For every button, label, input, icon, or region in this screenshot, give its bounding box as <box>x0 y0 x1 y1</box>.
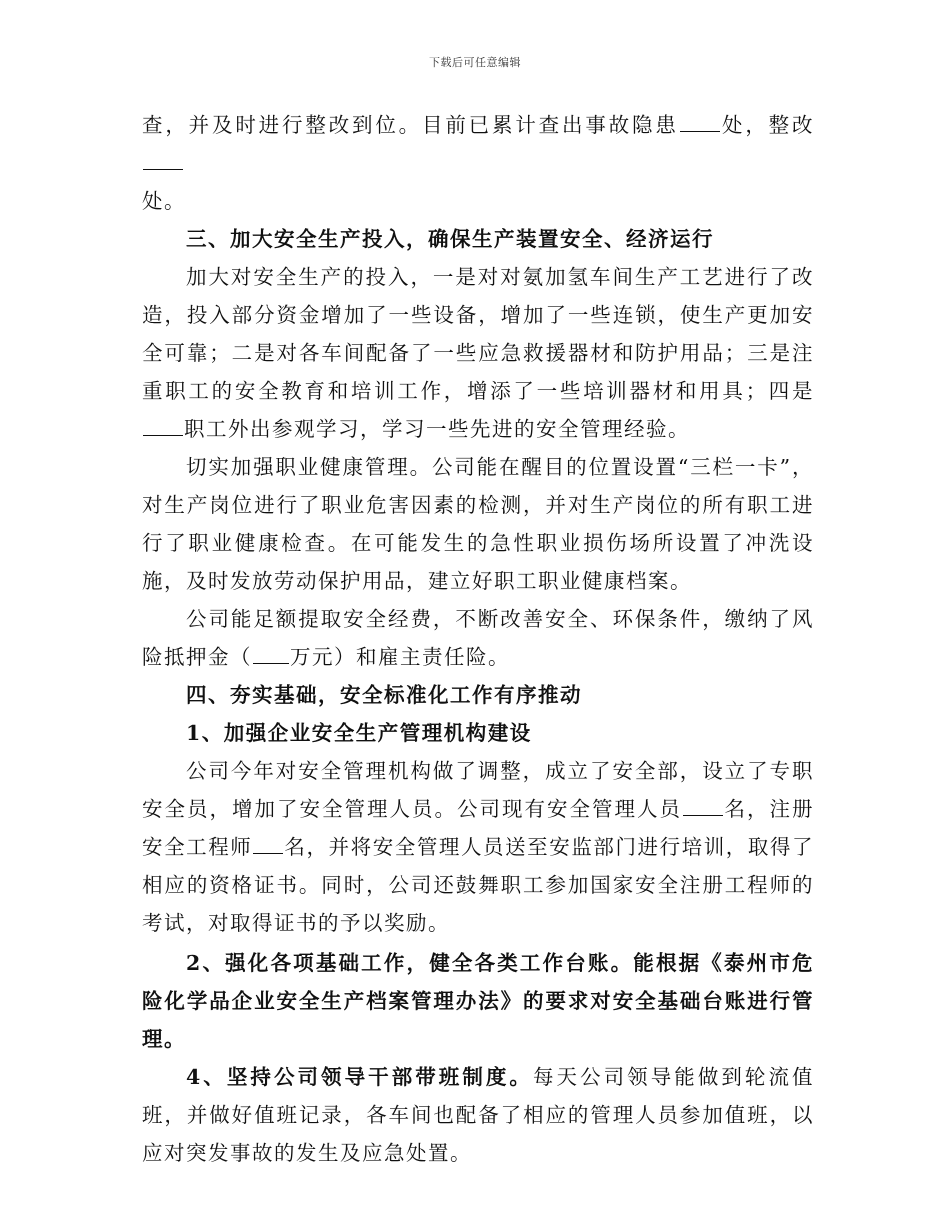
fill-blank-deposit-amount <box>253 643 289 664</box>
paragraph-text: 加大对安全生产的投入，一是对对氨加氢车间生产工艺进行了改造，投入部分资金增加了一些设备，增加了一些连锁，使生产更加安全可靠；二是对各车间配备了一些应急救援器材和防护用品；三是注重职工的安全教育和培训工作，增添了一些培训器材和用具；四是 <box>142 265 814 403</box>
paragraph-hazard-rectification <box>142 106 814 220</box>
section-heading-3: 三、加大安全生产投入，确保生产装置安全、经济运行 <box>186 227 714 251</box>
paragraph-text: 查，并及时进行整改到位。目前已累计查出事故隐患 <box>142 113 679 137</box>
paragraph-occupational-health: 切实加强职业健康管理。公司能在醒目的位置设置“三栏一卡”，对生产岗位进行了职业危害因素的检测，并对生产岗位的所有职工进行了职业健康检查。在可能发生的急性职业损伤场所设置了冲洗设施，及时发放劳动保护用品，建立好职工职业健康档案。 <box>142 455 814 593</box>
paragraph-text: 处，整改 <box>720 113 815 137</box>
paragraph-safety-investment <box>142 258 814 448</box>
paragraph-text: 公司今年对安全管理机构做了调整，成立了安全部，设立了专职安全员，增加了安全管理人员。公司现有安全管理人员 <box>142 759 814 821</box>
section-heading-4: 四、夯实基础，安全标准化工作有序推动 <box>186 683 582 707</box>
fill-blank-safety-staff-count <box>683 795 723 816</box>
paragraph-text: 公司能足额提取安全经费，不断改善安全、环保条件，缴纳了风险抵押金（ <box>142 607 814 669</box>
paragraph-text: 名，注册安全工程师 <box>142 797 814 859</box>
paragraph-text: 万元）和雇主责任险。 <box>290 645 510 669</box>
paragraph-safety-funds <box>142 600 814 676</box>
paragraph-text: 处。 <box>142 189 186 213</box>
paragraph-text: 职工外出参观学习，学习一些先进的安全管理经验。 <box>184 417 690 441</box>
fill-blank-engineer-count <box>253 833 283 854</box>
subsection-heading-4-1: 1、加强企业安全生产管理机构建设 <box>186 721 532 745</box>
paragraph-basic-work-ledgers: 2、强化各项基础工作，健全各类工作台账。能根据《泰州市危险化学品企业安全生产档案管理办法》的要求对安全基础台账进行管理。 <box>142 951 814 1051</box>
paragraph-text: 每天公司领导能做到轮流值班，并做好值班记录，各车间也配备了相应的管理人员参加值班，以应对突发事故的发生及应急处置。 <box>142 1065 815 1165</box>
fill-blank-hazards-found <box>680 111 720 132</box>
paragraph-leader-duty <box>142 1058 814 1172</box>
paragraph-management-structure <box>142 752 814 942</box>
paragraph-text: 名，并将安全管理人员送至安监部门进行培训，取得了相应的资格证书。同时，公司还鼓舞职工参加国家安全注册工程师的考试，对取得证书的予以奖励。 <box>142 835 815 935</box>
paragraph-lead-in: 4、坚持公司领导干部带班制度。 <box>186 1065 533 1089</box>
fill-blank-organize <box>143 415 183 436</box>
page-header: 下载后可任意编辑 <box>429 56 521 69</box>
document-body <box>142 106 814 1172</box>
fill-blank-hazards-rectified <box>143 149 183 170</box>
